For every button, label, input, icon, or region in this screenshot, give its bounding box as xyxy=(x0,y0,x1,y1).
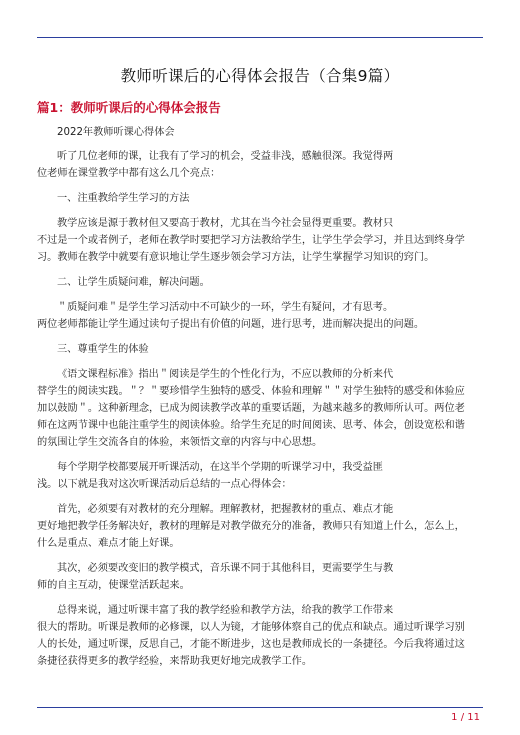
body-paragraph: 《语文课程标准》指出＂阅读是学生的个性化行为，不应以教师的分析来代 替学生的阅读实践。＂？＂要珍惜学生独特的感受、体验和理解＂＂对学生独特的感受和体验应 加以鼓励＂。这种新理念，已成为阅读教学改革的重要话题，为越来越多的教师所认可。两位老 师在这两节课中也能注重学生的阅读体验。给学生充足的时间阅读、思考、体会，创设宽松和谐 的氛围让学生交流各自的体验，来领悟文章的内容与中心思想。 xyxy=(37,369,465,448)
body-paragraph: ＂质疑问难＂是学生学习活动中不可缺少的一环，学生有疑问，才有思考。 两位老师都能让学生通过读句子提出有价值的问题，进行思考，进而解决提出的问题。 xyxy=(37,302,425,330)
footer-rule xyxy=(37,707,483,708)
body-paragraph: 三、尊重学生的体验 xyxy=(57,344,149,355)
body-paragraph: 首先，必须要有对教材的充分理解。理解教材，把握教材的重点、难点才能 更好地把教学任务解决好，教材的理解是对教学做充分的准备，教师只有知道上什么，怎么上， 什么是重点、难点才能上好课。 xyxy=(37,504,465,549)
document-body xyxy=(37,124,483,678)
body-paragraph: 2022年教师听课心得体会 xyxy=(57,127,175,138)
body-paragraph: 二、让学生质疑问难，解决问题。 xyxy=(57,277,210,288)
body-paragraph: 教学应该是源于教材但又要高于教材，尤其在当今社会显得更重要。教材只 不过是一个或者例子，老师在教学时要把学习方法教给学生，让学生学会学习，并且达到终身学 习。教师在教学中就要有意识地让学生逐步领会学习方法，让学生掌握学习知识的窍门。 xyxy=(37,218,465,263)
body-paragraph: 每个学期学校都要展开听课活动，在这半个学期的听课学习中，我受益匪 浅。以下就是我对这次听课活动后总结的一点心得体会： xyxy=(37,462,383,490)
page-indicator: 1 / 11 xyxy=(451,712,480,723)
body-paragraph: 总得来说，通过听课丰富了我的教学经验和教学方法，给我的教学工作带来 很大的帮助。听课是教师的必修课，以人为镜，才能够体察自己的优点和缺点。通过听课学习别 人的长处，通过听课，反思自己，才能不断进步，这也是教师成长的一条捷径。今后我将通过这 条捷径获得更多的教学经验，来帮助我更好地完成教学工作。 xyxy=(37,605,465,667)
body-paragraph: 其次，必须要改变旧的教学模式，音乐课不同于其他科目，更需要学生与教 师的自主互动，使课堂活跃起来。 xyxy=(37,563,394,591)
document-title: 教师听课后的心得体会报告（合集9篇） xyxy=(120,67,400,85)
section-heading: 篇1：教师听课后的心得体会报告 xyxy=(37,100,221,115)
body-paragraph: 一、注重教给学生学习的方法 xyxy=(57,193,190,204)
body-paragraph: 听了几位老师的课，让我有了学习的机会，受益非浅，感触很深。我觉得两 位老师在课堂教学中都有这么几个亮点： xyxy=(37,151,394,179)
header-rule xyxy=(37,37,483,38)
